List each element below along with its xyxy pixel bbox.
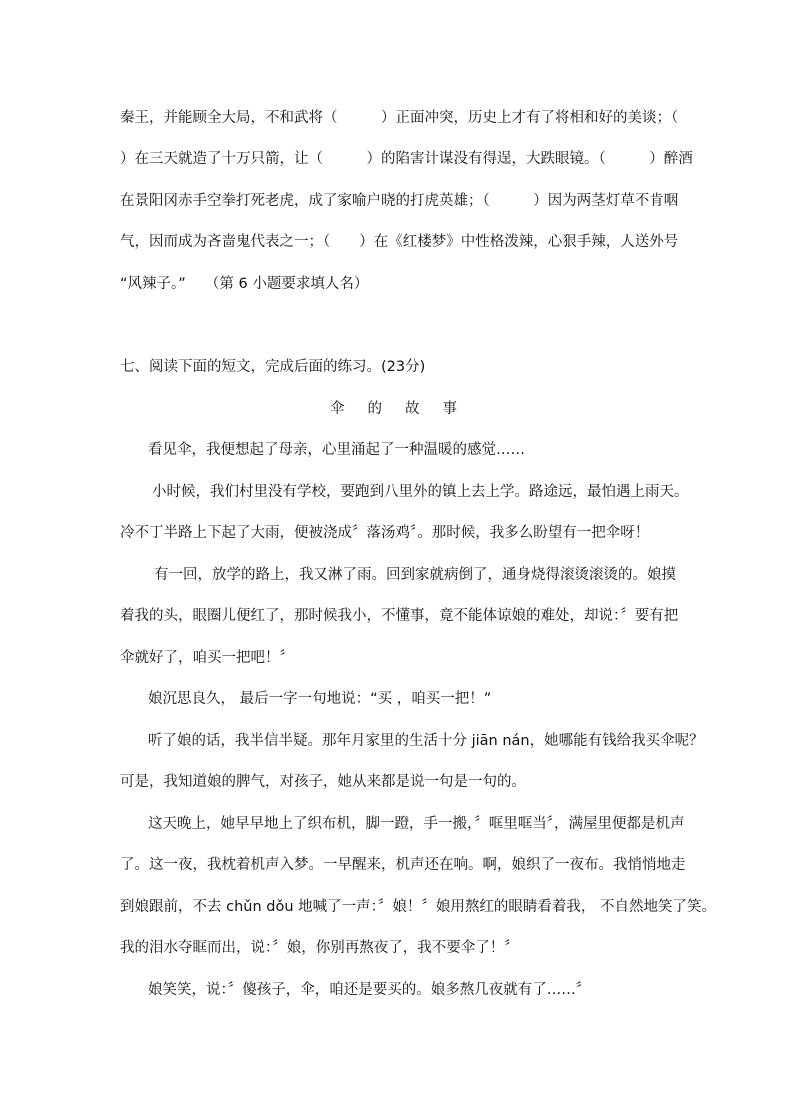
prev-question-line-3: 在景阳冈赤手空拳打死老虎，成了家喻户晓的打虎英雄；（ ）因为两茎灯草不肯咽 bbox=[120, 193, 679, 209]
prev-question-line-5: “风辣子。” （第 6 小题要求填人名） bbox=[120, 276, 369, 292]
story-paragraph-6-line-2: 了。这一夜，我枕着机声入梦。一早醒来，机声还在响。啊，娘织了一夜布。我悄悄地走 bbox=[120, 857, 686, 873]
story-title-char: 事 bbox=[442, 401, 457, 417]
story-paragraph-3-line-1: 有一回，放学的路上，我又淋了雨。回到家就病倒了，通身烧得滚烫滚烫的。娘摸 bbox=[154, 567, 676, 583]
story-paragraph-5-line-1: 听了娘的话，我半信半疑。那年月家里的生活十分 jiān nán，她哪能有钱给我买伞呢？ bbox=[148, 733, 704, 749]
story-paragraph-3-line-2: 着我的头，眼圈儿便红了，那时候我小，不懂事，竟不能体谅娘的难处，却说：〞要有把 bbox=[120, 608, 679, 624]
story-paragraph-4: 娘沉思良久， 最后一字一句地说：“买 ，咱买一把！” bbox=[148, 691, 492, 707]
story-paragraph-3-line-3: 伞就好了，咱买一把吧！〞 bbox=[120, 650, 294, 666]
prev-question-line-4: 气，因而成为吝啬鬼代表之一；（ ）在《红楼梦》中性格泼辣，心狠手辣，人送外号 bbox=[120, 234, 679, 250]
story-paragraph-6-line-1: 这天晚上，她早早地上了织布机，脚一蹬，手一搬，〞哐里哐当〞，满屋里便都是机声 bbox=[148, 816, 685, 832]
story-paragraph-6-line-4: 我的泪水夺眶而出，说：〞娘，你别再熬夜了，我不要伞了！〞 bbox=[120, 940, 519, 956]
story-paragraph-1: 看见伞，我便想起了母亲，心里涌起了一种温暖的感觉…… bbox=[148, 442, 525, 458]
story-title-char: 故 bbox=[405, 401, 420, 417]
story-paragraph-5-line-2: 可是，我知道娘的脾气，对孩子，她从来都是说一句是一句的。 bbox=[120, 774, 526, 790]
story-title-char: 的 bbox=[367, 401, 382, 417]
prev-question-line-1: 秦王，并能顾全大局，不和武将（ ）正面冲突，历史上才有了将相和好的美谈；（ bbox=[120, 110, 679, 126]
question-7-heading: 七、阅读下面的短文，完成后面的练习。(23分) bbox=[120, 359, 426, 375]
story-title bbox=[330, 399, 480, 419]
story-paragraph-7: 娘笑笑，说：〞傻孩子，伞，咱还是要买的。娘多熬几夜就有了……〞 bbox=[148, 982, 591, 998]
prev-question-line-2: ）在三天就造了十万只箭，让（ ）的陷害计谋没有得逞，大跌眼镜。（ ）醉酒 bbox=[120, 151, 693, 167]
story-title-char: 伞 bbox=[330, 401, 345, 417]
story-paragraph-6-line-3: 到娘跟前，不去 chǔn dǒu 地喊了一声：〞娘！〞娘用熬红的眼睛看着我， 不自然地笑了笑。 bbox=[120, 899, 716, 915]
story-paragraph-2-line-1: 小时候，我们村里没有学校，要跑到八里外的镇上去上学。路途远，最怕遇上雨天。 bbox=[152, 484, 689, 500]
story-paragraph-2-line-2: 冷不丁半路上下起了大雨，便被浇成〞落汤鸡〞。那时候，我多么盼望有一把伞呀！ bbox=[120, 525, 650, 541]
